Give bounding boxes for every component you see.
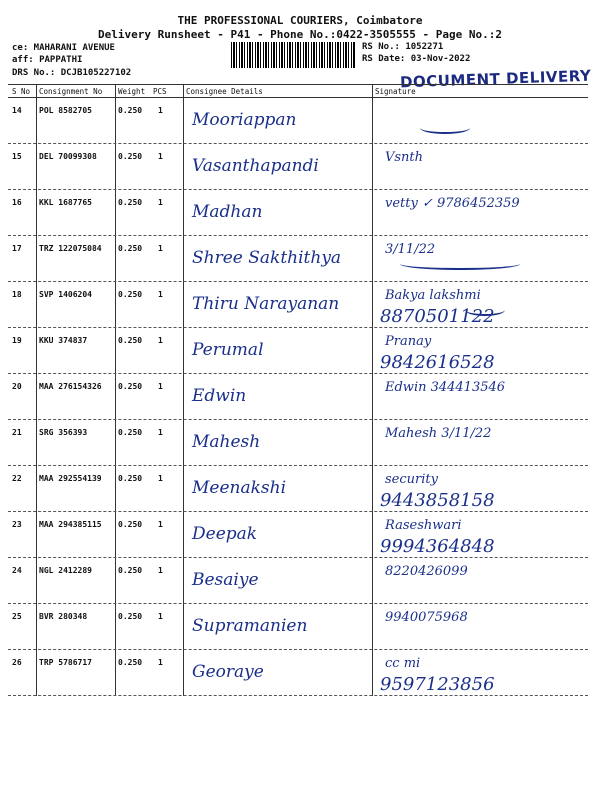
- row-consignee-name: Mahesh: [192, 432, 261, 452]
- signature-scribble: [465, 304, 505, 316]
- row-separator: [8, 235, 588, 236]
- row-sno: 26: [12, 658, 22, 667]
- row-consignment-no: BVR 280348: [39, 612, 88, 621]
- row-sno: 17: [12, 244, 22, 253]
- row-consignment-no: DEL 70099308: [39, 152, 97, 161]
- row-sno: 24: [12, 566, 22, 575]
- row-signature: Pranay: [385, 334, 432, 349]
- table-header-border: [8, 97, 588, 98]
- row-signature: Raseshwari: [385, 518, 462, 533]
- col-header-consignee: Consignee Details: [186, 87, 263, 96]
- row-consignment-no: KKL 1687765: [39, 198, 92, 207]
- col-header-sno: S No: [12, 87, 31, 96]
- row-sno: 25: [12, 612, 22, 621]
- row-separator: [8, 465, 588, 466]
- row-weight: 0.250: [118, 244, 143, 253]
- row-pcs: 1: [158, 106, 163, 115]
- row-weight: 0.250: [118, 290, 143, 299]
- row-weight: 0.250: [118, 566, 143, 575]
- drs-number: DRS No.: DCJB105227102: [12, 68, 132, 78]
- row-consignee-name: Thiru Narayanan: [192, 294, 340, 314]
- row-pcs: 1: [158, 336, 163, 345]
- row-sno: 18: [12, 290, 22, 299]
- col-divider: [36, 84, 37, 696]
- col-header-weight: Weight: [118, 87, 146, 96]
- row-separator: [8, 695, 588, 696]
- row-pcs: 1: [158, 428, 163, 437]
- col-header-consignment: Consignment No: [39, 87, 103, 96]
- row-sno: 15: [12, 152, 22, 161]
- col-header-signature: Signature: [375, 87, 416, 96]
- report-subtitle: Delivery Runsheet - P41 - Phone No.:0422-3505555 - Page No.:2: [98, 28, 502, 41]
- row-weight: 0.250: [118, 658, 143, 667]
- row-signature: Edwin 344413546: [385, 380, 506, 395]
- office-label: ce: MAHARANI AVENUE: [12, 43, 115, 53]
- row-consignment-no: MAA 276154326: [39, 382, 102, 391]
- row-signature: 9940075968: [385, 610, 468, 625]
- row-pcs: 1: [158, 612, 163, 621]
- row-consignment-no: KKU 374837: [39, 336, 88, 345]
- row-separator: [8, 419, 588, 420]
- row-signature: vetty ✓ 9786452359: [385, 196, 520, 211]
- row-pcs: 1: [158, 474, 163, 483]
- row-sno: 23: [12, 520, 22, 529]
- row-sno: 14: [12, 106, 22, 115]
- row-consignee-name: Mooriappan: [192, 110, 297, 130]
- row-consignee-name: Deepak: [192, 524, 258, 544]
- row-weight: 0.250: [118, 152, 143, 161]
- row-sno: 20: [12, 382, 22, 391]
- row-consignment-no: TRP 5786717: [39, 658, 92, 667]
- row-mobile: 8870501122: [380, 306, 495, 327]
- row-consignment-no: NGL 2412289: [39, 566, 92, 575]
- row-consignee-name: Meenakshi: [192, 478, 287, 498]
- row-consignee-name: Madhan: [192, 202, 263, 222]
- row-sno: 16: [12, 198, 22, 207]
- row-signature: Bakya lakshmi: [385, 288, 481, 303]
- row-weight: 0.250: [118, 106, 143, 115]
- row-consignment-no: MAA 292554139: [39, 474, 102, 483]
- row-signature: 3/11/22: [385, 242, 436, 257]
- col-divider: [115, 84, 116, 696]
- row-pcs: 1: [158, 566, 163, 575]
- row-separator: [8, 511, 588, 512]
- row-consignee-name: Vasanthapandi: [192, 156, 319, 176]
- row-separator: [8, 649, 588, 650]
- row-sno: 21: [12, 428, 22, 437]
- col-divider: [183, 84, 184, 696]
- row-consignee-name: Edwin: [192, 386, 247, 406]
- row-consignment-no: MAA 294385115: [39, 520, 102, 529]
- report-title: THE PROFESSIONAL COURIERS, Coimbatore: [177, 14, 423, 27]
- row-separator: [8, 143, 588, 144]
- row-signature: cc mi: [385, 656, 421, 671]
- row-consignee-name: Georaye: [192, 662, 264, 682]
- row-mobile: 9597123856: [380, 674, 495, 695]
- row-weight: 0.250: [118, 474, 143, 483]
- row-weight: 0.250: [118, 520, 143, 529]
- signature-scribble: [420, 122, 470, 134]
- row-pcs: 1: [158, 244, 163, 253]
- barcode: [231, 42, 355, 68]
- row-consignee-name: Supramanien: [192, 616, 308, 636]
- row-consignment-no: TRZ 122075084: [39, 244, 102, 253]
- signature-scribble: [400, 258, 520, 270]
- row-mobile: 9842616528: [380, 352, 495, 373]
- table-top-border: [8, 84, 588, 85]
- row-separator: [8, 281, 588, 282]
- row-separator: [8, 603, 588, 604]
- row-signature: Vsnth: [385, 150, 424, 165]
- row-weight: 0.250: [118, 198, 143, 207]
- row-pcs: 1: [158, 520, 163, 529]
- row-sno: 22: [12, 474, 22, 483]
- row-pcs: 1: [158, 152, 163, 161]
- row-sno: 19: [12, 336, 22, 345]
- row-signature: 8220426099: [385, 564, 468, 579]
- row-weight: 0.250: [118, 336, 143, 345]
- row-signature: Mahesh 3/11/22: [385, 426, 492, 441]
- row-consignee-name: Shree Sakthithya: [192, 248, 342, 268]
- row-mobile: 9994364848: [380, 536, 495, 557]
- row-pcs: 1: [158, 382, 163, 391]
- row-signature: security: [385, 472, 438, 487]
- row-consignment-no: POL 8582705: [39, 106, 92, 115]
- row-weight: 0.250: [118, 612, 143, 621]
- rs-number: RS No.: 1052271: [362, 42, 444, 52]
- row-consignment-no: SVP 1406204: [39, 290, 92, 299]
- row-pcs: 1: [158, 290, 163, 299]
- row-pcs: 1: [158, 198, 163, 207]
- row-weight: 0.250: [118, 428, 143, 437]
- row-consignee-name: Perumal: [192, 340, 264, 360]
- row-mobile: 9443858158: [380, 490, 495, 511]
- row-separator: [8, 557, 588, 558]
- row-consignment-no: SRG 356393: [39, 428, 88, 437]
- row-pcs: 1: [158, 658, 163, 667]
- row-separator: [8, 327, 588, 328]
- row-separator: [8, 373, 588, 374]
- document-delivery-stamp: DOCUMENT DELIVERY: [399, 66, 592, 92]
- staff-label: aff: PAPPATHI: [12, 55, 83, 65]
- row-weight: 0.250: [118, 382, 143, 391]
- row-separator: [8, 189, 588, 190]
- row-consignee-name: Besaiye: [192, 570, 259, 590]
- col-divider: [372, 84, 373, 696]
- rs-date: RS Date: 03-Nov-2022: [362, 54, 471, 64]
- col-header-pcs: PCS: [153, 87, 167, 96]
